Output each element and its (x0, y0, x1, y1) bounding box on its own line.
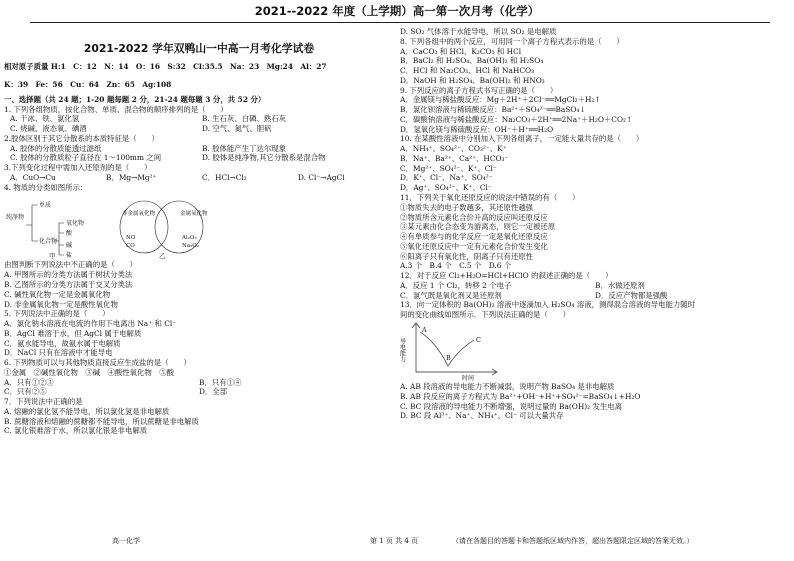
q12-option-d: D．反应产物都是强酸 (595, 290, 668, 300)
q13-option-d: D. BC 段 Al³⁺、Na⁺、NH₄⁺、Cl⁻ 可以大量共存 (400, 411, 564, 421)
tree-leaf-acid: 酸 (66, 230, 73, 238)
figure-label-jia: 甲 (49, 252, 56, 261)
q5-option-d: D．NaCl 只有在溶液中才能导电 (4, 348, 113, 358)
venn-item-al2o3: Al₂O₃ (182, 235, 197, 242)
q12-options (400, 281, 790, 301)
q8-option-c: C．HCl 和 Na₂CO₃、HCl 和 NaHCO₃ (400, 66, 535, 76)
q10-option-d: D．K⁺、Cl⁻、Na⁺、SO₄²⁻ (400, 173, 493, 183)
q8-option-a: A．CaCO₃ 和 HCl、K₂CO₃ 和 HCl (400, 46, 522, 56)
q1-option-b: B. 生石灰、白磷、熟石灰 (202, 114, 287, 124)
q12-option-b: B．水做还原剂 (595, 280, 645, 290)
q1-option-c: C. 烧碱、液态氧、碘酒 (10, 124, 87, 134)
q6-option-a: A．只有①②③ (4, 377, 54, 387)
atomic-masses-line2: K：39 Fe：56 Cu：64 Zn：65 Ag:108 (4, 80, 172, 90)
paper-title: 2021-2022 学年双鸭山一中高一月考化学试卷 (83, 42, 315, 55)
q5-option-b: B．AgCl 难溶于水，但 AgCl 属于电解质 (4, 328, 142, 338)
q6-items: ①金属 ②碱性氧化物 ③碱 ④酸性氧化物 ⑤酸 (4, 367, 174, 377)
q13-option-c: C. BC 段溶液的导电能力不断增强，说明过量的 Ba(OH)₂ 发生电离 (400, 401, 623, 411)
conductivity-graph (400, 320, 790, 382)
tree-leaf-base: 碱 (66, 242, 73, 250)
q8-stem: 8. 下列各组中的两个反应，可用同一个离子方程式表示的是（ ） (400, 36, 624, 46)
tree-diagram (26, 205, 64, 255)
q11-item-3: ③某元素由化合态变为游离态，则它一定被还原 (400, 222, 556, 232)
q8-option-d: D．NaOH 和 H₂SO₄、Ba(OH)₂ 和 HNO₃ (400, 75, 545, 85)
q1-stem: 1. 下列各组物质，按化合物、单质、混合物的顺序排列的是（ ） (4, 104, 228, 114)
venn-item-na2o2: Na₂O₂ (182, 243, 200, 250)
figure-label-yi: 乙 (159, 252, 166, 261)
right-column (400, 27, 790, 421)
q12-option-c: C．氯气既是氧化剂又是还原剂 (400, 290, 502, 300)
exam-header: 2021--2022 年度（上学期）高一第一次月考（化学） (254, 4, 540, 18)
q4-option-a: A. 甲图所示的分类方法属于树状分类法 (4, 270, 133, 280)
q13-stem-line2: 间的变化曲线如图所示．下列说法正确的是（ ） (400, 310, 570, 320)
graph-axes (416, 324, 496, 372)
q6-stem: 6. 下列物质可以与其他物质直接反应生成盐的是（ ） (4, 358, 191, 368)
footer-page-number: 第 1 页 共 4 页 (370, 537, 419, 545)
q5-stem: 5. 下列说法中正确的是（ ） (4, 309, 110, 319)
venn-item-no: NO (126, 235, 136, 242)
q4-option-d: D. 非金属氧化物一定是酸性氧化物 (4, 299, 118, 309)
q3-option-c: C．HCl→Cl₂ (202, 172, 247, 182)
q13-stem-line1: 13．向一定体积的 Ba(OH)₂ 溶液中逐滴加入 H₂SO₄ 溶液，测得混合溶液的导电能力随时 (400, 300, 696, 310)
q7-option-c: C. 氯化银难溶于水，所以氯化银是非电解质 (4, 426, 148, 436)
q3-option-d: D. Cl⁻→AgCl (298, 172, 345, 182)
q9-option-b: B．氯化钡溶液与稀硫酸反应：Ba²⁺＋SO₄²⁻══BaSO₄↓ (400, 105, 586, 115)
q2-stem: 2.胶体区别于其它分散系的本质特征是（ ） (4, 133, 159, 143)
point-c-label: C (476, 335, 481, 344)
q7-option-a: A. 熔融的氯化氢不能导电，所以氯化氢是非电解质 (4, 406, 170, 416)
q3-options (4, 173, 394, 183)
q2-option-d: D. 胶体是纯净物,其它分散系是混合物 (202, 153, 326, 163)
q13-option-b: B. AB 段反应的离子方程式为 Ba²⁺+OH⁻+H⁺+SO₄²⁻=BaSO₄↓+H₂O (400, 391, 641, 401)
q1-options (4, 114, 394, 134)
q11-stem: 11．下列关于氧化还原反应的说法中错误的有（ ） (400, 193, 580, 203)
q4-question: 由图判断下列说法中不正确的是（ ） (4, 260, 138, 270)
q4-stem: 4. 物质的分类如图所示： (4, 182, 88, 192)
q11-item-1: ①物质失去的电子数越多，其还原性越强 (400, 202, 534, 212)
tree-elements-label: 单质 (39, 202, 52, 210)
q13-option-a: A. AB 段溶液的导电能力不断减弱，说明产物 BaSO₄ 是非电解质 (400, 381, 615, 391)
q4-option-b: B. 乙图所示的分类方法属于交叉分类法 (4, 279, 133, 289)
q6-options (4, 378, 394, 398)
section-heading: 一、选择题（共 24 题；1-20 题每题 2 分，21-24 题每题 3 分，共 52 分） (4, 94, 266, 104)
header-rule (30, 22, 770, 23)
q12-stem: 12．对于反应 Cl₂+H₂O=HCl+HClO 的叙述正确的是（ ） (400, 271, 613, 281)
q7-stem: 7．下列说法中正确的是 (4, 397, 83, 407)
q11-item-4: ④有单质参与的化学反应一定是氧化还原反应 (400, 232, 548, 242)
conductivity-curve (400, 320, 510, 382)
tree-leaf-salt: 盐 (66, 252, 73, 260)
q3-stem: 3.下列变化过程中需加入还原剂的是（ ） (4, 163, 152, 173)
q10-option-c: C．Mg²⁺、SO₄²⁻、K⁺、Cl⁻ (400, 163, 497, 173)
venn-right-label: 金属氧化物 (180, 211, 208, 218)
footer-subject: 高一化学 (112, 537, 140, 545)
q9-stem: 9. 下列反应的离子方程式书写正确的是（ ） (400, 85, 558, 95)
x-axis-label: 时间 (462, 374, 475, 382)
q11-options: A.3 个 B.4 个 C.5 个 D.6 个 (400, 261, 512, 271)
q3-option-b: B．Mg→Mg²⁺ (106, 172, 157, 182)
q5-option-c: C．氨水能导电，故氨水属于电解质 (4, 338, 121, 348)
q5-option-a: A．氯化钠水溶液在电流的作用下电离出 Na⁺ 和 Cl⁻ (4, 319, 177, 329)
q2-option-c: C. 胶体的分散质粒子直径在 1～100mm 之间 (10, 153, 162, 163)
q7-option-d: D. SO₂ 气体溶于水能导电，所以 SO₂ 是电解质 (400, 27, 557, 36)
q9-option-a: A．金属镁与稀盐酸反应：Mg＋2H⁺＋2Cl⁻══MgCl₂＋H₂↑ (400, 95, 601, 105)
q2-option-b: B. 胶体能产生丁达尔现象 (202, 143, 287, 153)
q12-option-a: A．反应 1 个 Cl₂，转移 2 个电子 (400, 280, 512, 290)
q9-option-c: C．碳酸钠溶液与稀盐酸反应：Na₂CO₃＋2H⁺══2Na⁺＋H₂O＋CO₂↑ (400, 114, 633, 124)
classification-diagram (4, 195, 244, 259)
q6-option-b: B．只有①④ (199, 377, 242, 387)
q2-options (4, 144, 394, 164)
q10-stem: 10. 在某酸性溶液中分别加入下列各组离子，一定能大量共存的是（ ） (400, 134, 644, 144)
left-column (4, 27, 394, 436)
tree-root-label: 纯净物 (6, 214, 25, 222)
footer-instruction: （请在各题目的答题卡和答题纸区域内作答，超出答题限定区域的答案无效。） (452, 537, 694, 545)
q10-option-b: B．Na⁺、Ba²⁺、Ca²⁺、HCO₃⁻ (400, 153, 509, 163)
q11-item-5: ⑤氧化还原反应中一定有元素化合价发生变化 (400, 241, 548, 251)
q6-option-d: D．全部 (199, 387, 228, 397)
q7-option-b: B. 蔗糖溶液和熔融的蔗糖都不能导电，所以蔗糖是非电解质 (4, 416, 199, 426)
q4-option-c: C. 碱性氧化物一定是金属氧化物 (4, 289, 111, 299)
q10-option-e: D．Ag⁺、SO₄²⁻、K⁺、Cl⁻ (400, 183, 492, 193)
tree-leaf-oxide: 氧化物 (66, 220, 85, 228)
venn-left-label: 非金属氧化物 (122, 211, 156, 218)
y-axis-label: 导电能力 (398, 337, 406, 362)
q11-item-2: ②物质所含元素化合价升高的反应叫还原反应 (400, 212, 548, 222)
q6-option-c: C．只有②⑤ (4, 387, 47, 397)
q10-option-a: A．NH₄⁺、SO₄²⁻、CO₃²⁻、K⁺ (400, 144, 507, 154)
q1-option-a: A. 干冰、铁、氯化氢 (10, 114, 80, 124)
q2-option-a: A. 胶体的分散质能透过滤纸 (10, 143, 102, 153)
q8-option-b: B．BaCl₂ 和 H₂SO₄、Ba(OH)₂ 和 H₂SO₄ (400, 56, 544, 66)
q3-option-a: A．CuO→Cu (10, 172, 56, 182)
venn-item-co: CO (126, 243, 135, 250)
tree-compounds-label: 化合物 (39, 238, 58, 246)
atomic-masses-line1: 相对原子质量 H:1 C：12 N：14 O：16 S:32 Cl:35.5 Na：23 Mg:24 Al：27 (4, 62, 327, 72)
point-b-label: B (446, 353, 451, 362)
point-a-label: A (422, 325, 427, 334)
q1-option-d: D. 空气、氮气、胆矾 (202, 124, 272, 134)
q11-item-6: ⑥阳离子只有氧化性，阴离子只有还原性 (400, 251, 534, 261)
q9-option-d: D．氢氧化镁与稀硫酸反应：OH⁻＋H⁺══H₂O (400, 124, 554, 134)
classification-figure (4, 195, 394, 259)
